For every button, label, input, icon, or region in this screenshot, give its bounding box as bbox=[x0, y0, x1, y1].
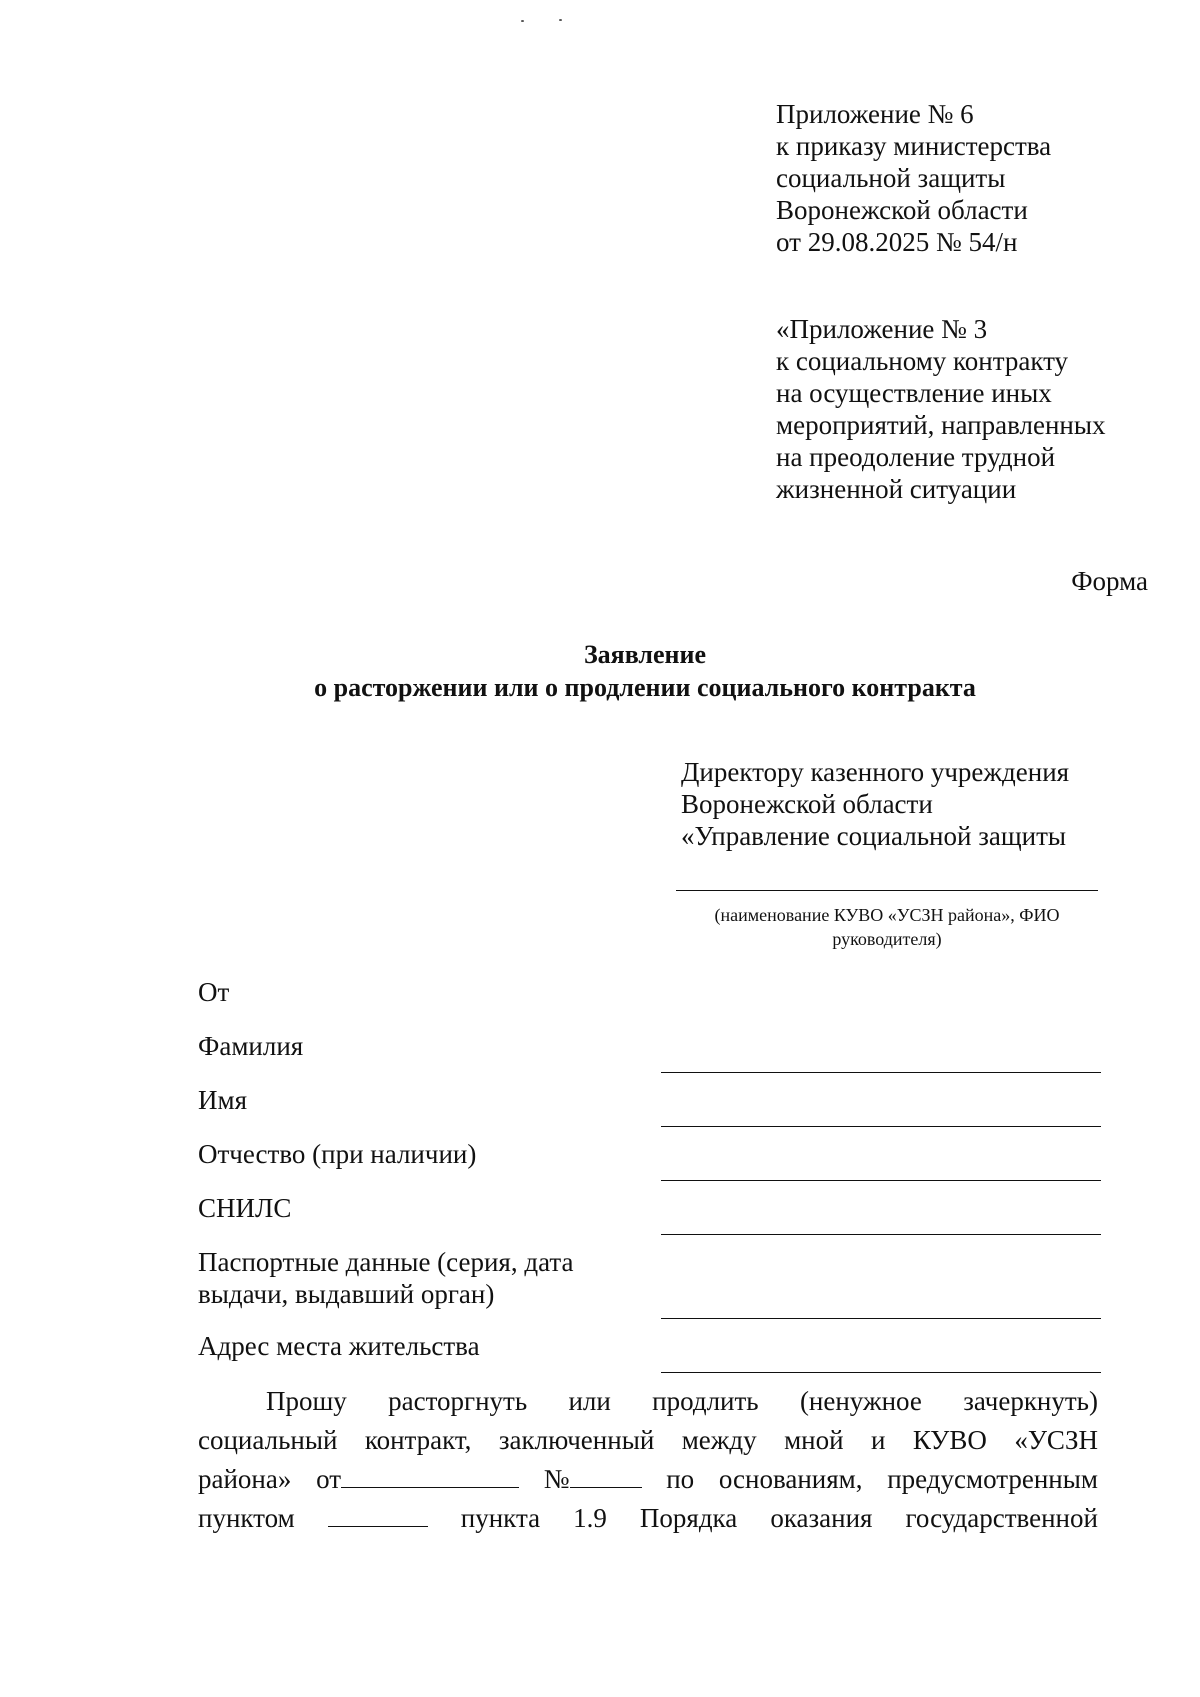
passport-label bbox=[198, 1246, 573, 1310]
document-title bbox=[0, 638, 1200, 704]
word: пунктом bbox=[198, 1503, 295, 1533]
passport-field[interactable] bbox=[661, 1318, 1101, 1319]
scan-speck bbox=[521, 20, 524, 22]
name-field[interactable] bbox=[661, 1126, 1101, 1127]
patronymic-field[interactable] bbox=[661, 1180, 1101, 1181]
request-line-3 bbox=[198, 1460, 1098, 1499]
word: между bbox=[681, 1425, 757, 1455]
appendix-line: социальной защиты bbox=[776, 163, 1006, 193]
request-line-4 bbox=[198, 1499, 1098, 1538]
snils-field[interactable] bbox=[661, 1234, 1101, 1235]
word: контракт, bbox=[364, 1425, 472, 1455]
addressee-line: Воронежской области bbox=[681, 789, 933, 819]
patronymic-label: Отчество (при наличии) bbox=[198, 1139, 477, 1169]
word: пункта bbox=[460, 1503, 541, 1533]
word: зачеркнуть) bbox=[963, 1386, 1098, 1416]
appendix-line: Воронежской области bbox=[776, 195, 1028, 225]
word: по bbox=[666, 1464, 695, 1494]
clause-number-field[interactable] bbox=[328, 1502, 428, 1527]
prior-appendix-line: жизненной ситуации bbox=[776, 474, 1017, 504]
word: района» bbox=[198, 1464, 292, 1494]
scan-speck bbox=[559, 19, 562, 21]
contract-number-field[interactable] bbox=[570, 1463, 642, 1488]
address-label: Адрес места жительства bbox=[198, 1331, 480, 1361]
request-line-1 bbox=[198, 1382, 1098, 1421]
passport-label-line-2: выдачи, выдавший орган) bbox=[198, 1279, 495, 1309]
prior-appendix-line: на преодоление трудной bbox=[776, 442, 1056, 472]
passport-label-line-1: Паспортные данные (серия, дата bbox=[198, 1247, 574, 1277]
word: оказания bbox=[770, 1503, 873, 1533]
prior-appendix-header bbox=[776, 313, 1105, 505]
prior-appendix-line: мероприятий, направленных bbox=[776, 410, 1106, 440]
appendix-line: к приказу министерства bbox=[776, 131, 1052, 161]
contract-date-field[interactable] bbox=[341, 1463, 519, 1488]
word: социальный bbox=[198, 1425, 338, 1455]
surname-label: Фамилия bbox=[198, 1031, 304, 1061]
prior-appendix-line: к социальному контракту bbox=[776, 346, 1069, 376]
addressee bbox=[681, 756, 1069, 852]
word: от bbox=[316, 1464, 342, 1494]
prior-appendix-line: «Приложение № 3 bbox=[776, 314, 988, 344]
form-label: Форма bbox=[1071, 566, 1148, 596]
word: государственной bbox=[905, 1503, 1098, 1533]
word: заключенный bbox=[498, 1425, 655, 1455]
word: Прошу bbox=[266, 1386, 347, 1416]
contract-date-group bbox=[316, 1460, 519, 1499]
title-line-2: о расторжении или о продлении социального контракта bbox=[314, 673, 976, 702]
title-line-1: Заявление bbox=[583, 640, 707, 669]
word: продлить bbox=[652, 1386, 759, 1416]
caption-line-1: (наименование КУВО «УСЗН района», ФИО bbox=[714, 905, 1060, 925]
word: КУВО bbox=[912, 1425, 987, 1455]
appendix-header bbox=[776, 98, 1051, 258]
prior-appendix-line: на осуществление иных bbox=[776, 378, 1052, 408]
word: основаниям, bbox=[718, 1464, 863, 1494]
addressee-line: «Управление социальной защиты bbox=[681, 821, 1067, 851]
name-label: Имя bbox=[198, 1085, 248, 1115]
word: (ненужное bbox=[799, 1386, 922, 1416]
from-label: От bbox=[198, 977, 230, 1007]
word: мной bbox=[784, 1425, 844, 1455]
word: «УСЗН bbox=[1014, 1425, 1098, 1455]
word: и bbox=[870, 1425, 886, 1455]
word: № bbox=[543, 1464, 570, 1494]
word: 1.9 bbox=[573, 1503, 607, 1533]
word: предусмотренным bbox=[887, 1464, 1098, 1494]
addressee-caption bbox=[672, 903, 1102, 951]
address-field[interactable] bbox=[661, 1372, 1101, 1373]
appendix-line: от 29.08.2025 № 54/н bbox=[776, 227, 1018, 257]
word: Порядка bbox=[639, 1503, 738, 1533]
caption-line-2: руководителя) bbox=[832, 929, 942, 949]
appendix-line: Приложение № 6 bbox=[776, 99, 974, 129]
word: или bbox=[568, 1386, 611, 1416]
request-paragraph bbox=[198, 1382, 1098, 1538]
word: расторгнуть bbox=[388, 1386, 528, 1416]
contract-number-group bbox=[544, 1460, 642, 1499]
surname-field[interactable] bbox=[661, 1072, 1101, 1073]
snils-label: СНИЛС bbox=[198, 1193, 292, 1223]
addressee-name-line[interactable] bbox=[676, 890, 1098, 891]
addressee-line: Директору казенного учреждения bbox=[681, 757, 1070, 787]
request-line-2 bbox=[198, 1421, 1098, 1460]
